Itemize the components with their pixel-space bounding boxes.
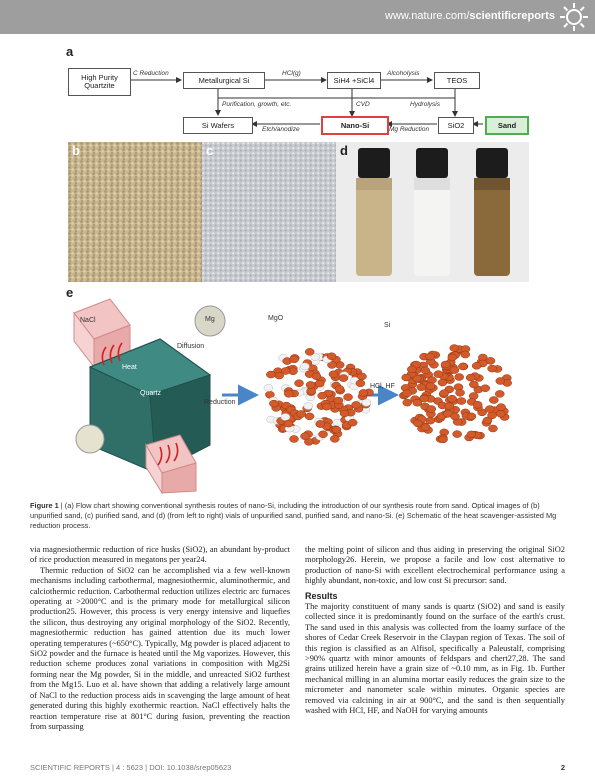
mgo-particle <box>451 413 460 420</box>
si-particle <box>281 414 290 421</box>
mgo-particle <box>305 413 314 420</box>
label-purification: Purification, growth, etc. <box>222 101 292 108</box>
mgo-particle <box>281 367 290 374</box>
mgo-particle <box>427 405 436 412</box>
mgo-particle <box>485 406 494 413</box>
journal-name: SCIENTIFIC REPORTS <box>30 763 110 772</box>
mgo-particle <box>428 377 437 384</box>
mgo-particle <box>403 399 412 406</box>
mgo-particle <box>290 356 299 363</box>
mgo-particle <box>403 390 412 397</box>
mgo-particle <box>356 380 365 387</box>
mgo-particle <box>306 381 315 388</box>
journal-url[interactable]: www.nature.com/scientificreports <box>385 10 555 22</box>
vials-photo <box>336 142 529 282</box>
figure-caption: Figure 1 | (a) Flow chart showing conventional synthesis routes of nano-Si, including the introduction of our synthesis route from sand. Optical images of (b) unpurified sand, (c) purified sand, and (d) (from left to right) vials of unpurified sand, purified sand, and nano-Si. (e) Schematic of the heat scavenger-assisted Mg reduction process. <box>30 501 557 530</box>
si-particle <box>300 363 309 370</box>
mgo-particle <box>473 401 482 408</box>
mgo-particle <box>469 381 478 388</box>
mgo-particle <box>413 420 422 427</box>
label-si: Si <box>384 322 391 329</box>
vial-nano-si <box>474 148 510 276</box>
mgo-particle <box>481 385 490 392</box>
mgo-particle <box>284 390 293 397</box>
mgo-particle <box>295 380 304 387</box>
panel-a-label: a <box>66 44 74 59</box>
mgo-particle <box>357 373 366 380</box>
mgo-particle <box>426 353 435 360</box>
mgo-particle <box>312 373 321 380</box>
mgo-particle <box>450 345 459 352</box>
mgo-particle <box>458 363 467 370</box>
mgo-particle <box>301 433 310 440</box>
paragraph: The majority constituent of many sands is quartz (SiO2) and sand is easily collected since it is predominantly found on the surface of the earth's crust. The sand used in this analysis was collected from the loamy surface of the shores of Cedar Creek Reservoir in the Claypan region of Texas. The soil of this region is classified as an Alfisol, specifically a Paleustalf, comprising >90% quartz with minor amounts of feldspars and chert27,28. The sand grains utilized herein have a grain size of ~0.10 mm, as in Fig. 1b. Further mechanical milling in an alumina mortar easily reduces the grain size to the micrometer and nanometer scale within minutes. Organic species are removed via calcining in air at 900°C, and the sand is then sequentially washed with HCl, HF, and NaOH for varying amounts <box>305 602 565 716</box>
box-metallurgical-si: Metallurgical Si <box>183 72 265 89</box>
panel-c-label: c <box>206 143 214 158</box>
mgo-particle <box>316 420 325 427</box>
mgo-particle <box>344 394 353 401</box>
paragraph: the melting point of silicon and thus aiding in preserving the original SiO2 morphology26. Herein, we propose a facile and low cost alternative to production of nano-Si with excellent electrochemical performance using a highly abundant, non-toxic, and low cost Si precursor: sand. <box>305 545 565 586</box>
mgo-particle <box>402 374 411 381</box>
panel-b-label: b <box>72 143 80 158</box>
box-sio2: SiO2 <box>438 117 474 134</box>
mgo-particle <box>348 419 357 426</box>
box-teos: TEOS <box>434 72 480 89</box>
mgo-particle <box>334 397 343 404</box>
mgo-particle <box>466 374 475 381</box>
si-particle <box>304 403 313 410</box>
mgo-particle <box>434 371 443 378</box>
mgo-particle <box>407 366 416 373</box>
box-sand: Sand <box>485 116 529 135</box>
box-quartzite: High Purity Quartzite <box>68 68 131 96</box>
mgo-particle <box>413 399 422 406</box>
mgo-particle <box>461 351 470 358</box>
si-particle <box>264 384 273 391</box>
paragraph: via magnesiothermic reduction of rice husks (SiO2), an abundant by-product of rice production measured in megatons per year24. <box>30 545 290 565</box>
mgo-particle <box>305 348 314 355</box>
mgo-particle <box>467 413 476 420</box>
mgo-particle <box>439 390 448 397</box>
label-reduction: Reduction <box>204 399 236 406</box>
label-mg-reduction: Mg Reduction <box>389 126 430 133</box>
vial-purified-sand <box>414 148 450 276</box>
mgo-particle <box>329 371 338 378</box>
mgo-si-cluster <box>264 348 374 445</box>
label-nacl: NaCl <box>80 317 96 324</box>
mgo-particle <box>327 353 336 360</box>
mgo-particle <box>455 374 464 381</box>
mgo-particle <box>330 435 339 442</box>
mgo-particle <box>467 431 476 438</box>
mgo-particle <box>352 401 361 408</box>
purified-sand-photo <box>202 142 336 282</box>
mgo-particle <box>421 367 430 374</box>
mgo-particle <box>439 436 448 443</box>
mgo-particle <box>417 384 426 391</box>
mgo-particle <box>318 392 327 399</box>
mgo-particle <box>339 375 348 382</box>
mg-reduction-schematic <box>60 295 540 495</box>
vial-unpurified-sand <box>356 148 392 276</box>
label-quartz: Quartz <box>140 390 162 397</box>
mgo-particle <box>488 412 497 419</box>
mgo-particle <box>289 435 298 442</box>
mgo-particle <box>448 395 457 402</box>
box-sih4: SiH4 +SiCl4 <box>327 72 381 89</box>
mgo-particle <box>489 397 498 404</box>
mgo-particle <box>438 379 447 386</box>
mgo-particle <box>297 410 306 417</box>
mgo-particle <box>472 362 481 369</box>
si-particle <box>362 399 371 406</box>
mgo-particle <box>340 410 349 417</box>
page-footer <box>30 763 565 772</box>
label-alcoholysis: Alcoholysis <box>387 70 420 77</box>
mgo-particle <box>445 403 454 410</box>
label-heat: Heat <box>122 364 137 371</box>
mg-sphere-small <box>76 425 104 453</box>
label-cvd: CVD <box>356 101 370 108</box>
unpurified-sand-photo <box>68 142 202 282</box>
mgo-particle <box>319 431 328 438</box>
nano-si-cluster <box>399 345 511 443</box>
mgo-particle <box>322 403 331 410</box>
mgo-particle <box>421 424 430 431</box>
label-hydrolysis: Hydrolysis <box>410 101 440 108</box>
mgo-particle <box>450 367 459 374</box>
mgo-particle <box>315 380 324 387</box>
label-diffusion: Diffusion <box>177 343 205 350</box>
panel-e-label: e <box>66 285 74 300</box>
mgo-particle <box>496 410 505 417</box>
paragraph: Thermic reduction of SiO2 can be accomplished via a few well-known mechanisms including carbothermal, magnesiothermic, aluminothermic, and calciothermic reduction. Carbothermal reduction utilizes electric arc furnaces operating at >2000°C and is the primary mode for metallurgical silicon production25. However, this process is very energy intensive and liquefies the silicon, thus destroying any original morphology of the SiO2. Recently, magnesiothermic reduction has gained attention due its much lower operating temperatures (~650°C). Typically, Mg powder is placed adjacent to SiO2 powder and the furnace is heated until the Mg vaporizes. However, this reduction scheme produces zonal variations in composition with Mg2Si forming near the Mg powder, Si in the middle, and unreacted SiO2 furthest from the Mg15. Luo et al. have shown that adding a relatively large amount of NaCl to the reduction process aids in scavenging the large amount of heat generated during this highly exothermic reaction. NaCl effectively halts the reaction temperature rise at 801°C during fusion, preventing the reaction from surpassing <box>30 565 290 731</box>
label-mgo: MgO <box>268 315 284 322</box>
mgo-particle <box>332 426 341 433</box>
mgo-particle <box>441 361 450 368</box>
mgo-particle <box>495 390 504 397</box>
page-number: 2 <box>560 763 565 772</box>
right-column <box>305 545 565 717</box>
mgo-particle <box>457 398 466 405</box>
section-heading: Results <box>305 590 338 601</box>
mgo-particle <box>456 389 465 396</box>
mgo-particle <box>426 417 435 424</box>
label-mg: Mg <box>205 316 215 323</box>
mgo-particle <box>269 400 278 407</box>
article-ref: | 4 : 5623 | DOI: 10.1038/srep05623 <box>109 763 232 772</box>
left-column <box>30 545 290 732</box>
mgo-particle <box>426 383 435 390</box>
mgo-particle <box>497 404 506 411</box>
mgo-particle <box>488 425 497 432</box>
panel-d-label: d <box>340 143 348 158</box>
mgo-particle <box>448 354 457 361</box>
mgo-particle <box>488 365 497 372</box>
mgo-particle <box>284 420 293 427</box>
label-hcl-hf: HCl, HF <box>370 383 395 390</box>
mgo-particle <box>359 389 368 396</box>
box-si-wafers: Si Wafers <box>183 117 253 134</box>
mgo-particle <box>335 385 344 392</box>
mgo-particle <box>496 377 505 384</box>
label-etch: Etch/anodize <box>262 126 300 133</box>
mgo-particle <box>453 431 462 438</box>
label-hcl: HCl(g) <box>282 70 301 77</box>
label-c-reduction: C Reduction <box>133 70 169 77</box>
mgo-particle <box>266 371 275 378</box>
box-nano-si: Nano-Si <box>321 116 389 135</box>
